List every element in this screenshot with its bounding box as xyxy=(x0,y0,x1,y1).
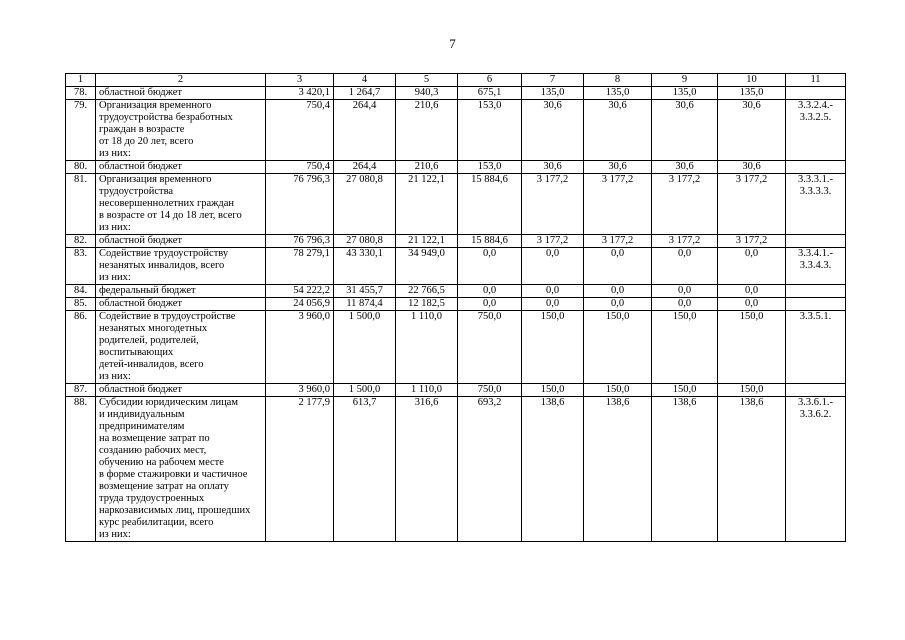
value-cell: 78 279,1 xyxy=(266,248,334,285)
value-cell: 34 949,0 xyxy=(396,248,458,285)
reference-line: 3.3.6.1.- xyxy=(798,397,833,408)
column-header: 7 xyxy=(522,74,584,87)
value-cell: 27 080,8 xyxy=(334,235,396,248)
value-cell: 21 122,1 xyxy=(396,174,458,235)
table-row xyxy=(66,100,846,161)
value-cell: 3 177,2 xyxy=(718,174,786,235)
row-name-line: Содействие в трудоустройстве xyxy=(99,311,236,322)
row-name-line: областной бюджет xyxy=(99,161,182,172)
value-cell: 264,4 xyxy=(334,161,396,174)
value-cell: 11 874,4 xyxy=(334,298,396,311)
value-cell: 135,0 xyxy=(584,87,652,100)
reference-cell xyxy=(786,87,846,100)
row-name-line: Организация временного xyxy=(99,174,212,185)
value-cell: 0,0 xyxy=(522,285,584,298)
row-name-line: трудоустройства xyxy=(99,186,174,197)
value-cell: 150,0 xyxy=(718,384,786,397)
column-header: 11 xyxy=(786,74,846,87)
row-name-line: родителей, родителей, xyxy=(99,335,199,346)
row-name-line: из них: xyxy=(99,529,131,540)
row-name xyxy=(96,100,266,161)
row-name-line: труда трудоустроенных xyxy=(99,493,205,504)
reference-line: 3.3.3.1.- xyxy=(798,174,833,185)
row-name-line: областной бюджет xyxy=(99,235,182,246)
value-cell: 316,6 xyxy=(396,397,458,542)
row-name-line: граждан в возрасте xyxy=(99,124,185,135)
value-cell: 31 455,7 xyxy=(334,285,396,298)
reference-cell xyxy=(786,285,846,298)
value-cell: 613,7 xyxy=(334,397,396,542)
reference-line: 3.3.3.3. xyxy=(799,186,832,197)
value-cell: 3 960,0 xyxy=(266,311,334,384)
row-name-line: наркозависимых лиц, прошедших xyxy=(99,505,251,516)
value-cell: 30,6 xyxy=(584,161,652,174)
value-cell: 3 177,2 xyxy=(652,174,718,235)
value-cell: 15 884,6 xyxy=(458,235,522,248)
value-cell: 0,0 xyxy=(584,248,652,285)
row-number: 84. xyxy=(66,285,96,298)
value-cell: 150,0 xyxy=(522,311,584,384)
table-row xyxy=(66,285,846,298)
row-number: 80. xyxy=(66,161,96,174)
table-body xyxy=(66,87,846,542)
value-cell: 1 264,7 xyxy=(334,87,396,100)
row-name-line: несовершеннолетних граждан xyxy=(99,198,235,209)
value-cell: 15 884,6 xyxy=(458,174,522,235)
row-number: 79. xyxy=(66,100,96,161)
value-cell: 76 796,3 xyxy=(266,174,334,235)
value-cell: 3 177,2 xyxy=(522,235,584,248)
value-cell: 0,0 xyxy=(652,248,718,285)
value-cell: 76 796,3 xyxy=(266,235,334,248)
row-name-line: федеральный бюджет xyxy=(99,285,196,296)
table-row xyxy=(66,87,846,100)
value-cell: 150,0 xyxy=(584,311,652,384)
value-cell: 3 177,2 xyxy=(584,235,652,248)
row-name xyxy=(96,248,266,285)
table-row xyxy=(66,161,846,174)
row-number: 87. xyxy=(66,384,96,397)
table-row xyxy=(66,298,846,311)
row-name-line: курс реабилитации, всего xyxy=(99,517,214,528)
row-name xyxy=(96,235,266,248)
value-cell: 138,6 xyxy=(522,397,584,542)
row-name xyxy=(96,384,266,397)
value-cell: 1 110,0 xyxy=(396,384,458,397)
row-name-line: обучению на рабочем месте xyxy=(99,457,224,468)
value-cell: 30,6 xyxy=(522,100,584,161)
column-header: 6 xyxy=(458,74,522,87)
row-name-line: Содействие трудоустройству xyxy=(99,248,229,259)
value-cell: 135,0 xyxy=(718,87,786,100)
value-cell: 3 177,2 xyxy=(584,174,652,235)
value-cell: 3 177,2 xyxy=(652,235,718,248)
value-cell: 54 222,2 xyxy=(266,285,334,298)
column-header: 9 xyxy=(652,74,718,87)
value-cell: 150,0 xyxy=(522,384,584,397)
reference-cell xyxy=(786,384,846,397)
row-name-line: Организация временного xyxy=(99,100,212,111)
table-row xyxy=(66,174,846,235)
row-name xyxy=(96,397,266,542)
reference-cell xyxy=(786,235,846,248)
row-number: 83. xyxy=(66,248,96,285)
row-name xyxy=(96,87,266,100)
row-name xyxy=(96,174,266,235)
value-cell: 0,0 xyxy=(718,298,786,311)
row-number: 78. xyxy=(66,87,96,100)
column-header: 4 xyxy=(334,74,396,87)
row-name-line: возмещение затрат на оплату xyxy=(99,481,229,492)
row-name xyxy=(96,311,266,384)
row-name-line: детей-инвалидов, всего xyxy=(99,359,204,370)
column-header: 10 xyxy=(718,74,786,87)
value-cell: 30,6 xyxy=(584,100,652,161)
budget-table xyxy=(65,73,846,542)
row-name-line: незанятых многодетных xyxy=(99,323,208,334)
reference-cell xyxy=(786,311,846,384)
value-cell: 0,0 xyxy=(652,285,718,298)
row-name-line: из них: xyxy=(99,371,131,382)
reference-cell xyxy=(786,248,846,285)
row-number: 86. xyxy=(66,311,96,384)
value-cell: 940,3 xyxy=(396,87,458,100)
row-name-line: трудоустройства безработных xyxy=(99,112,233,123)
value-cell: 675,1 xyxy=(458,87,522,100)
value-cell: 150,0 xyxy=(652,384,718,397)
value-cell: 135,0 xyxy=(652,87,718,100)
value-cell: 22 766,5 xyxy=(396,285,458,298)
row-name xyxy=(96,298,266,311)
value-cell: 3 177,2 xyxy=(718,235,786,248)
row-name-line: созданию рабочих мест, xyxy=(99,445,207,456)
value-cell: 264,4 xyxy=(334,100,396,161)
value-cell: 1 110,0 xyxy=(396,311,458,384)
value-cell: 0,0 xyxy=(584,298,652,311)
value-cell: 0,0 xyxy=(458,248,522,285)
reference-cell xyxy=(786,298,846,311)
table-row xyxy=(66,235,846,248)
table-row xyxy=(66,397,846,542)
value-cell: 0,0 xyxy=(522,248,584,285)
value-cell: 153,0 xyxy=(458,161,522,174)
value-cell: 750,4 xyxy=(266,161,334,174)
value-cell: 693,2 xyxy=(458,397,522,542)
value-cell: 30,6 xyxy=(652,100,718,161)
table-row xyxy=(66,248,846,285)
value-cell: 43 330,1 xyxy=(334,248,396,285)
reference-line: 3.3.2.5. xyxy=(799,112,832,123)
value-cell: 0,0 xyxy=(652,298,718,311)
table-row xyxy=(66,311,846,384)
value-cell: 0,0 xyxy=(718,285,786,298)
value-cell: 138,6 xyxy=(652,397,718,542)
row-name-line: из них: xyxy=(99,148,131,159)
row-name xyxy=(96,161,266,174)
row-name-line: предпринимателям xyxy=(99,421,185,432)
reference-line: 3.3.4.1.- xyxy=(798,248,833,259)
row-number: 88. xyxy=(66,397,96,542)
row-name-line: областной бюджет xyxy=(99,87,182,98)
row-name-line: Субсидии юридическим лицам xyxy=(99,397,238,408)
row-name-line: в возрасте от 14 до 18 лет, всего xyxy=(99,210,242,221)
reference-cell xyxy=(786,174,846,235)
row-number: 81. xyxy=(66,174,96,235)
row-name-line: областной бюджет xyxy=(99,384,182,395)
value-cell: 750,4 xyxy=(266,100,334,161)
value-cell: 150,0 xyxy=(718,311,786,384)
value-cell: 0,0 xyxy=(584,285,652,298)
reference-line: 3.3.6.2. xyxy=(799,409,832,420)
row-name-line: на возмещение затрат по xyxy=(99,433,210,444)
value-cell: 24 056,9 xyxy=(266,298,334,311)
reference-line: 3.3.5.1. xyxy=(799,311,832,322)
row-name-line: в форме стажировки и частичное xyxy=(99,469,248,480)
row-name-line: из них: xyxy=(99,272,131,283)
value-cell: 150,0 xyxy=(652,311,718,384)
value-cell: 150,0 xyxy=(584,384,652,397)
value-cell: 138,6 xyxy=(718,397,786,542)
value-cell: 0,0 xyxy=(458,298,522,311)
value-cell: 0,0 xyxy=(458,285,522,298)
column-header: 8 xyxy=(584,74,652,87)
value-cell: 135,0 xyxy=(522,87,584,100)
value-cell: 3 177,2 xyxy=(522,174,584,235)
reference-cell xyxy=(786,397,846,542)
value-cell: 3 960,0 xyxy=(266,384,334,397)
row-number: 85. xyxy=(66,298,96,311)
row-name xyxy=(96,285,266,298)
value-cell: 210,6 xyxy=(396,100,458,161)
table-row xyxy=(66,384,846,397)
row-number: 82. xyxy=(66,235,96,248)
value-cell: 0,0 xyxy=(522,298,584,311)
row-name-line: незанятых инвалидов, всего xyxy=(99,260,225,271)
value-cell: 750,0 xyxy=(458,384,522,397)
reference-line: 3.3.2.4.- xyxy=(798,100,833,111)
value-cell: 30,6 xyxy=(652,161,718,174)
column-header: 1 xyxy=(66,74,96,87)
row-name-line: областной бюджет xyxy=(99,298,182,309)
value-cell: 210,6 xyxy=(396,161,458,174)
header-row xyxy=(66,74,846,87)
value-cell: 30,6 xyxy=(718,100,786,161)
value-cell: 0,0 xyxy=(718,248,786,285)
value-cell: 21 122,1 xyxy=(396,235,458,248)
column-header: 3 xyxy=(266,74,334,87)
reference-line: 3.3.4.3. xyxy=(799,260,832,271)
value-cell: 30,6 xyxy=(522,161,584,174)
value-cell: 12 182,5 xyxy=(396,298,458,311)
value-cell: 1 500,0 xyxy=(334,384,396,397)
value-cell: 153,0 xyxy=(458,100,522,161)
row-name-line: воспитывающих xyxy=(99,347,174,358)
value-cell: 2 177,9 xyxy=(266,397,334,542)
page-number: 7 xyxy=(449,36,456,51)
reference-cell xyxy=(786,161,846,174)
row-name-line: от 18 до 20 лет, всего xyxy=(99,136,194,147)
row-name-line: из них: xyxy=(99,222,131,233)
value-cell: 30,6 xyxy=(718,161,786,174)
column-header: 2 xyxy=(96,74,266,87)
value-cell: 1 500,0 xyxy=(334,311,396,384)
value-cell: 27 080,8 xyxy=(334,174,396,235)
row-name-line: и индивидуальным xyxy=(99,409,185,420)
column-header: 5 xyxy=(396,74,458,87)
value-cell: 3 420,1 xyxy=(266,87,334,100)
reference-cell xyxy=(786,100,846,161)
value-cell: 138,6 xyxy=(584,397,652,542)
value-cell: 750,0 xyxy=(458,311,522,384)
